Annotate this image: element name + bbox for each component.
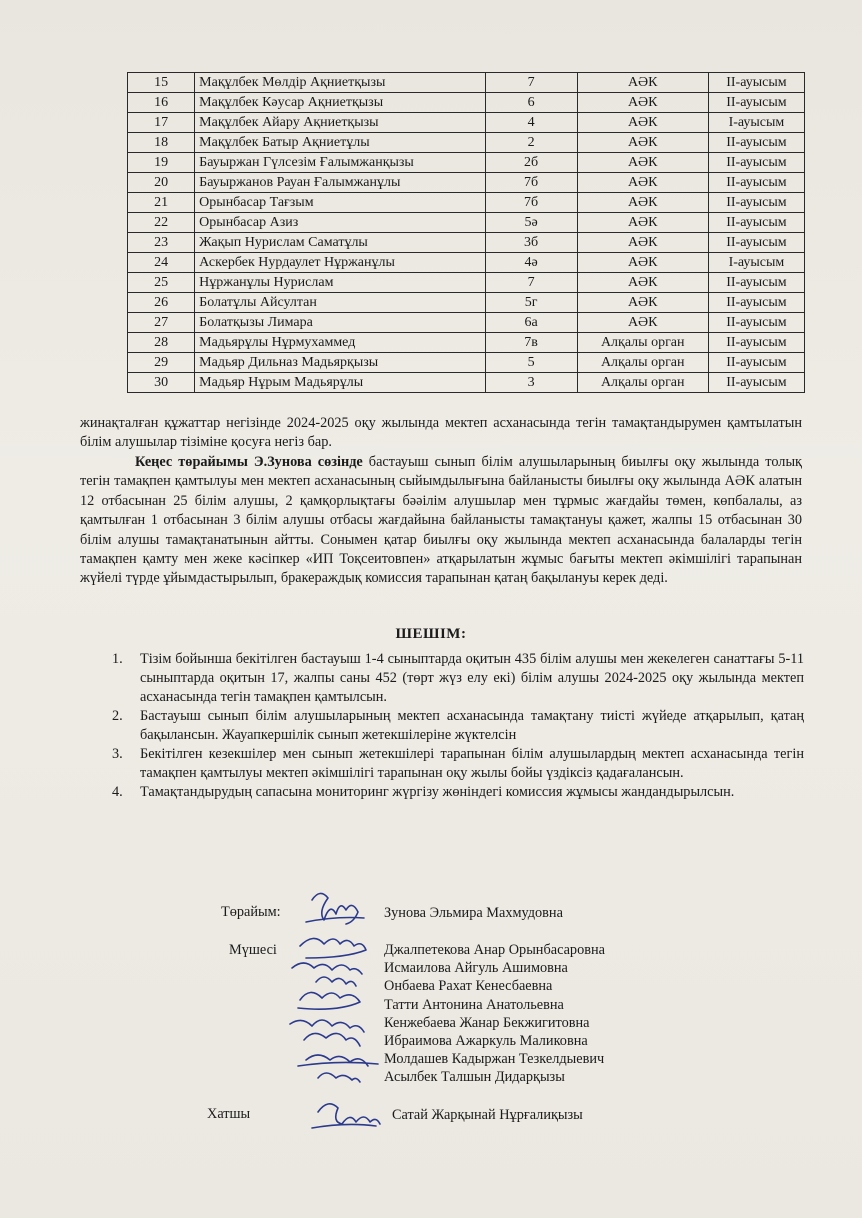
cell-name: Бауыржан Гүлсезім Ғалымжанқызы (195, 153, 485, 173)
cell-class: 3б (485, 233, 577, 253)
cell-name: Аскербек Нурдаулет Нұржанұлы (195, 253, 485, 273)
cell-name: Орынбасар Тағзым (195, 193, 485, 213)
cell-category: АӘК (577, 213, 708, 233)
cell-shift: II-ауысым (708, 73, 804, 93)
cell-num: 18 (128, 133, 195, 153)
cell-shift: II-ауысым (708, 93, 804, 113)
cell-category: АӘК (577, 133, 708, 153)
cell-num: 30 (128, 373, 195, 393)
cell-shift: II-ауысым (708, 273, 804, 293)
speech-body: бастауыш сынып білім алушыларының биылғы оқу жылында толық тегін тамақпен қамтылуы мен мектеп асханасының сыйымдылығына байланысты биылғы оқу жылында АӘК алатын 12 отбасынан 25 білім алушы, 2 қамқорлықтағы бәәілім алушылар мен тұрмыс жағдайы төмен, көпбалалы, аз қамтылған 1 отбасынан 3 білім алушы отбасы жағдайына байланысты тамақтануы қажет, жалпы 15 отбасынан 30 білім алушы тамақтанатынын айтты. Сонымен қатар биылғы оқу жылында мектеп асханасында балаларды тегін тамақпен қамту мен жеке кәсіпкер «ИП Тоқсеитовпен» атқарылатын жұмыс бағыты мектеп әкімшілігі тарапынан жүйелі түрде ұйымдастырылып, бракераждық комиссия тарапынан қатаң бақылануы керек деді. (80, 454, 802, 587)
cell-shift: II-ауысым (708, 373, 804, 393)
cell-name: Бауыржанов Рауан Ғалымжанұлы (195, 173, 485, 193)
decision-item: 4. Тамақтандырудың сапасына мониторинг жүргізу жөніндегі комиссия жұмысы жандандырылсын. (112, 784, 735, 800)
cell-name: Мақұлбек Мөлдір Ақниетқызы (195, 73, 485, 93)
cell-num: 21 (128, 193, 195, 213)
cell-class: 7б (485, 173, 577, 193)
cell-category: АӘК (577, 233, 708, 253)
cell-num: 23 (128, 233, 195, 253)
decision-item: 3. Бекітілген кезекшілер мен сынып жетекшілері тарапынан білім алушылардың мектеп асханасында тегін тамақпен қамтылуы мектеп әкімшілігі тарапынан оқу жылы бойы үздіксіз қадағалансын. (112, 746, 804, 781)
cell-num: 20 (128, 173, 195, 193)
cell-num: 27 (128, 313, 195, 333)
cell-category: АӘК (577, 113, 708, 133)
cell-shift: I-ауысым (708, 113, 804, 133)
cell-category: АӘК (577, 93, 708, 113)
intro-paragraph: жинақталған құжаттар негізінде 2024-2025 оқу жылында мектеп асханасында тегін тамақтандырумен қамтылатын білім алушылар тізіміне қосуға негіз бар. (80, 415, 802, 451)
cell-class: 4 (485, 113, 577, 133)
member-name: Джалпетекова Анар Орынбасаровна (384, 942, 605, 958)
cell-name: Болатұлы Айсултан (195, 293, 485, 313)
member-name: Кенжебаева Жанар Бекжигитовна (384, 1014, 590, 1031)
cell-class: 7 (485, 73, 577, 93)
cell-shift: II-ауысым (708, 193, 804, 213)
cell-class: 4ә (485, 253, 577, 273)
cell-class: 2 (485, 133, 577, 153)
cell-num: 16 (128, 93, 195, 113)
cell-class: 6 (485, 93, 577, 113)
cell-name: Мадьяр Дильназ Мадьярқызы (195, 353, 485, 373)
cell-num: 29 (128, 353, 195, 373)
cell-shift: II-ауысым (708, 173, 804, 193)
cell-category: АӘК (577, 193, 708, 213)
cell-category: АӘК (577, 253, 708, 273)
cell-category: АӘК (577, 153, 708, 173)
cell-shift: II-ауысым (708, 233, 804, 253)
chair-name: Зунова Эльмира Махмудовна (384, 905, 563, 921)
cell-shift: II-ауысым (708, 293, 804, 313)
speech-lead: Кеңес төрайымы Э.Зунова сөзінде (135, 454, 363, 470)
cell-class: 5 (485, 353, 577, 373)
cell-class: 7 (485, 273, 577, 293)
members-label: Мүшесі (229, 942, 277, 958)
cell-category: АӘК (577, 73, 708, 93)
cell-category: Алқалы орган (577, 333, 708, 353)
member-name: Исмаилова Айгуль Ашимовна (384, 960, 568, 977)
cell-category: АӘК (577, 173, 708, 193)
cell-name: Мадьяр Нұрым Мадьярұлы (195, 373, 485, 393)
cell-num: 22 (128, 213, 195, 233)
cell-shift: II-ауысым (708, 153, 804, 173)
cell-name: Мақұлбек Кәусар Ақниетқызы (195, 93, 485, 113)
cell-num: 24 (128, 253, 195, 273)
secretary-name: Сатай Жарқынай Нұрғалиқызы (392, 1107, 583, 1123)
cell-name: Орынбасар Азиз (195, 213, 485, 233)
decision-heading: ШЕШІМ: (395, 626, 467, 642)
cell-class: 3 (485, 373, 577, 393)
member-name: Ибраимова Ажаркуль Маликовна (384, 1033, 588, 1050)
cell-shift: II-ауысым (708, 213, 804, 233)
cell-category: АӘК (577, 293, 708, 313)
cell-name: Болатқызы Лимара (195, 313, 485, 333)
member-name: Онбаева Рахат Кенесбаевна (384, 978, 553, 995)
cell-num: 28 (128, 333, 195, 353)
member-name: Татти Антонина Анатольевна (384, 996, 564, 1013)
cell-shift: I-ауысым (708, 253, 804, 273)
cell-name: Жақып Нурислам Саматұлы (195, 233, 485, 253)
cell-num: 25 (128, 273, 195, 293)
cell-num: 15 (128, 73, 195, 93)
cell-class: 5ә (485, 213, 577, 233)
cell-name: Мақұлбек Батыр Ақниетұлы (195, 133, 485, 153)
cell-name: Мақұлбек Айару Ақниетқызы (195, 113, 485, 133)
member-name: Асылбек Талшын Дидарқызы (384, 1069, 565, 1086)
cell-category: Алқалы орган (577, 353, 708, 373)
cell-class: 5г (485, 293, 577, 313)
cell-category: АӘК (577, 273, 708, 293)
cell-class: 6а (485, 313, 577, 333)
decision-item: 2. Бастауыш сынып білім алушыларының мектеп асханасында тамақтану тиісті жүйеде атқарылып, қатаң бақылансын. Жауапкершілік сынып жетекшілеріне жүктелсін (112, 708, 804, 743)
cell-shift: II-ауысым (708, 353, 804, 373)
cell-name: Мадьярұлы Нұрмухаммед (195, 333, 485, 353)
secretary-label: Хатшы (207, 1106, 251, 1122)
chair-label: Төрайым: (221, 904, 281, 920)
cell-num: 19 (128, 153, 195, 173)
cell-class: 7б (485, 193, 577, 213)
cell-category: Алқалы орган (577, 373, 708, 393)
cell-category: АӘК (577, 313, 708, 333)
decision-item: 1. Тізім бойынша бекітілген бастауыш 1-4 сыныптарда оқитын 435 білім алушы мен жекелеген санаттағы 5-11 сыныптарда оқитын 17, жалпы саны 452 (төрт жүз елу екі) білім алушы 2024-2025 оқу жылында мектеп асханасында тегін тамақпен қамтылсын. (112, 651, 804, 705)
cell-class: 7в (485, 333, 577, 353)
cell-shift: II-ауысым (708, 133, 804, 153)
cell-num: 26 (128, 293, 195, 313)
member-name: Молдашев Кадыржан Тезкелдыевич (384, 1051, 605, 1068)
cell-num: 17 (128, 113, 195, 133)
cell-shift: II-ауысым (708, 313, 804, 333)
cell-name: Нұржанұлы Нурислам (195, 273, 485, 293)
cell-class: 2б (485, 153, 577, 173)
cell-shift: II-ауысым (708, 333, 804, 353)
